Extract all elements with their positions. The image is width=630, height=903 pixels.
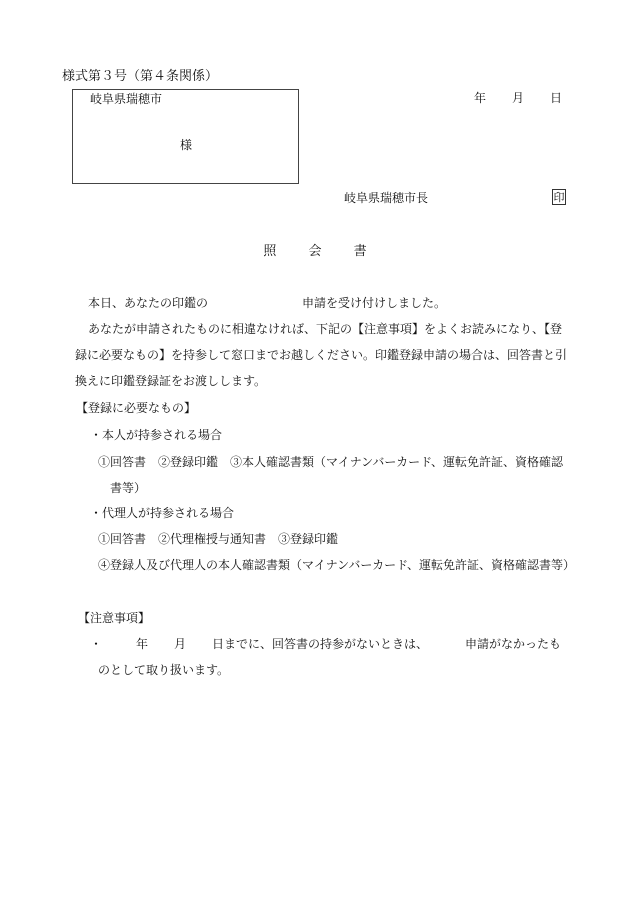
notes-year-label: 年: [136, 637, 149, 651]
date-month-label: 月: [512, 91, 525, 105]
notes-line1: 日までに、回答書の持参がないときは、: [212, 637, 429, 651]
seal-icon: 印: [553, 191, 565, 204]
notes-heading: 【注意事項】: [78, 611, 151, 625]
date-year-label: 年: [474, 91, 487, 105]
title-char: 会: [308, 244, 322, 259]
required-proxy-heading: ・代理人が持参される場合: [90, 506, 235, 520]
required-heading: 【登録に必要なもの】: [76, 401, 197, 415]
required-self-line2: 書等）: [110, 481, 147, 495]
required-proxy-line1: ①回答書 ②代理権授与通知書 ③登録印鑑: [98, 532, 339, 546]
body-p1-part1: 本日、あなたの印鑑の: [88, 296, 209, 310]
title-char: 照: [263, 244, 277, 259]
notes-month-label: 月: [174, 637, 187, 651]
form-number: 様式第３号（第４条関係）: [62, 69, 219, 84]
body-p2-line3: 換えに印鑑登録証をお渡しします。: [75, 374, 267, 388]
title-char: 書: [353, 244, 367, 259]
issuer-name: 岐阜県瑞穂市長: [344, 191, 429, 205]
body-p2-line1: あなたが申請されたものに相違なければ、下記の【注意事項】をよくお読みになり、【登: [88, 322, 563, 336]
body-p2-line2: 録に必要なもの】を持参して窓口までお越しください。印鑑登録申請の場合は、回答書と引: [75, 348, 568, 362]
addressee-city: 岐阜県瑞穂市: [90, 92, 163, 106]
document-title: [0, 245, 630, 258]
body-p1-part2: 申請を受け付けしました。: [302, 296, 447, 310]
notes-line1-end: 申請がなかったも: [465, 637, 562, 651]
addressee-honorific: 様: [180, 138, 193, 152]
date-day-label: 日: [550, 91, 563, 105]
notes-line2: のとして取り扱います。: [98, 663, 230, 677]
required-proxy-line2: ④登録人及び代理人の本人確認書類（マイナンバーカード、運転免許証、資格確認書等）: [98, 558, 576, 572]
required-self-heading: ・本人が持参される場合: [90, 428, 223, 442]
notes-bullet: ・: [90, 637, 103, 651]
required-self-line1: ①回答書 ②登録印鑑 ③本人確認書類（マイナンバーカード、運転免許証、資格確認: [98, 455, 564, 469]
